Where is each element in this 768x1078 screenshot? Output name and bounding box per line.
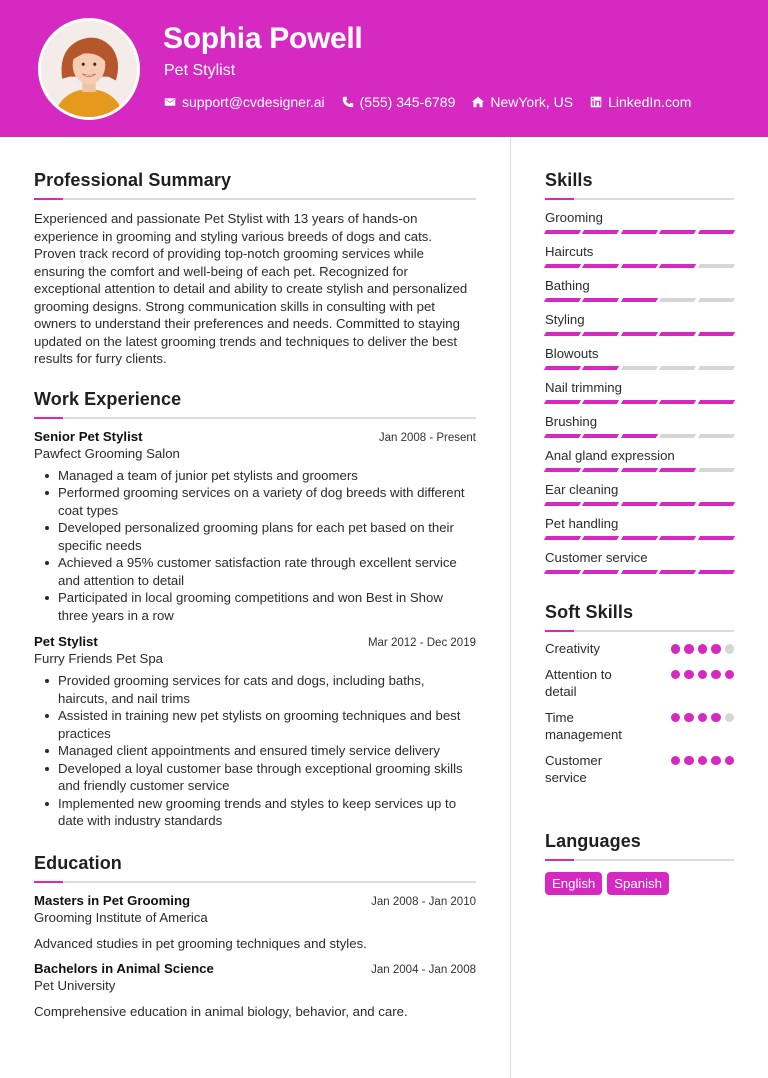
job-entry	[34, 429, 476, 625]
soft-skills-section	[545, 602, 734, 787]
job-org: Furry Friends Pet Spa	[34, 651, 163, 666]
skill-level-segment	[697, 264, 735, 268]
profile-photo	[41, 21, 137, 117]
education-school: Pet University	[34, 977, 116, 993]
skill-item	[545, 278, 734, 302]
skill-item	[545, 380, 734, 404]
soft-skill-rating	[671, 670, 735, 680]
skill-level-segment	[659, 366, 697, 370]
rating-dot	[725, 756, 735, 766]
skill-level-segment	[697, 570, 735, 574]
rating-dot	[671, 713, 681, 723]
job-bullet: Provided grooming services for cats and dogs, including baths, haircuts, and nail trims	[34, 672, 476, 707]
job-bullet: Implemented new grooming trends and styles to keep services up to date with industry standards	[34, 795, 476, 830]
rating-dot	[711, 644, 721, 654]
education-date: Jan 2004 - Jan 2008	[371, 963, 476, 976]
skill-name: Blowouts	[545, 346, 599, 361]
language-tag: Spanish	[607, 872, 669, 895]
section-title-experience: Work Experience	[34, 388, 182, 409]
soft-skill-rating	[671, 756, 735, 766]
section-title-skills: Skills	[545, 170, 593, 190]
rating-dot	[725, 713, 735, 723]
rating-dot	[698, 713, 708, 723]
contact-linkedin-text: LinkedIn.com	[608, 94, 692, 110]
skill-level-bar	[545, 536, 734, 540]
rating-dot	[684, 756, 694, 766]
skill-name: Ear cleaning	[545, 482, 619, 497]
skill-level-segment	[582, 468, 620, 472]
skill-level-segment	[544, 400, 582, 404]
section-title-summary: Professional Summary	[34, 170, 232, 190]
skill-level-bar	[545, 434, 734, 438]
skill-level-segment	[659, 400, 697, 404]
skill-level-segment	[582, 570, 620, 574]
job-bullet: Assisted in training new pet stylists on grooming techniques and best practices	[34, 707, 476, 742]
contact-email-text: support@cvdesigner.ai	[182, 94, 325, 110]
skill-level-segment	[582, 264, 620, 268]
skill-level-segment	[544, 502, 582, 506]
job-bullet: Developed a loyal customer base through exceptional grooming skills and friendly customer service	[34, 760, 476, 795]
skill-level-segment	[697, 400, 735, 404]
skill-level-segment	[621, 502, 659, 506]
contact-phone-text: (555) 345-6789	[359, 94, 456, 110]
summary-text: Experienced and passionate Pet Stylist with 13 years of hands-on experience in grooming and styling various breeds of dogs and cats. Proven track record of providing top-notch grooming services while ensuring the comfort and well-being of each pet. Recognized for exceptional attention to detail and ability to create stylish and personalized grooming designs. Strong communication skills in consulting with pet owners to understand their preferences and needs. Committed to staying updated on the latest grooming trends and techniques to deliver the best results for furry clients.	[34, 211, 468, 366]
skill-level-segment	[582, 230, 620, 234]
soft-skill-item	[545, 666, 734, 701]
avatar	[38, 18, 140, 120]
rating-dot	[711, 713, 721, 723]
skill-level-segment	[659, 502, 697, 506]
skill-level-segment	[582, 366, 620, 370]
education-description: Advanced studies in pet grooming techniques and styles.	[34, 935, 367, 951]
skill-level-segment	[621, 332, 659, 336]
skill-level-bar	[545, 366, 734, 370]
job-date: Jan 2008 - Present	[378, 431, 476, 444]
skill-name: Nail trimming	[545, 380, 622, 395]
contact-linkedin[interactable]	[590, 94, 691, 110]
skill-level-segment	[659, 332, 697, 336]
envelope-icon	[164, 96, 176, 108]
skill-level-bar	[545, 230, 734, 234]
skill-item	[545, 312, 734, 336]
languages-section	[545, 831, 734, 895]
skill-level-segment	[582, 434, 620, 438]
skill-level-segment	[659, 536, 697, 540]
skill-level-segment	[544, 536, 582, 540]
education-section	[34, 853, 476, 1019]
skill-item	[545, 244, 734, 268]
skill-level-segment	[582, 400, 620, 404]
job-bullet: Developed personalized grooming plans for each pet based on their specific needs	[34, 519, 476, 554]
section-rule	[545, 198, 734, 200]
summary-section	[34, 170, 476, 368]
sidebar-column	[545, 170, 734, 895]
skill-item	[545, 482, 734, 506]
language-tag: English	[545, 872, 602, 895]
rating-dot	[671, 670, 681, 680]
skill-level-segment	[697, 468, 735, 472]
rating-dot	[671, 756, 681, 766]
skill-level-segment	[582, 502, 620, 506]
skill-level-bar	[545, 502, 734, 506]
skill-level-segment	[697, 434, 735, 438]
job-bullet: Managed a team of junior pet stylists and groomers	[34, 467, 476, 485]
job-bullet: Achieved a 95% customer satisfaction rate through excellent service and attention to detail	[34, 554, 476, 589]
section-rule	[545, 630, 734, 632]
skill-level-segment	[544, 366, 582, 370]
skill-level-segment	[697, 230, 735, 234]
skill-level-segment	[621, 536, 659, 540]
rating-dot	[684, 644, 694, 654]
skill-level-segment	[544, 332, 582, 336]
skill-level-segment	[697, 366, 735, 370]
education-description: Comprehensive education in animal biology, behavior, and care.	[34, 1003, 408, 1019]
section-title-education: Education	[34, 852, 122, 873]
skill-name: Styling	[545, 312, 585, 327]
skill-level-segment	[621, 298, 659, 302]
education-entry	[34, 961, 476, 1019]
skill-name: Anal gland expression	[545, 448, 675, 463]
contact-location	[472, 94, 573, 110]
linkedin-icon	[590, 96, 602, 108]
skill-level-segment	[621, 400, 659, 404]
rating-dot	[698, 756, 708, 766]
skill-level-segment	[544, 434, 582, 438]
skill-level-segment	[659, 264, 697, 268]
skill-level-segment	[544, 264, 582, 268]
skill-level-segment	[544, 468, 582, 472]
soft-skill-name: Attention to detail	[545, 666, 612, 699]
skill-item	[545, 414, 734, 438]
soft-skill-name: Customer service	[545, 752, 603, 785]
soft-skill-rating	[671, 644, 735, 654]
skill-level-bar	[545, 298, 734, 302]
contact-location-text: NewYork, US	[490, 94, 574, 110]
resume-header	[0, 0, 768, 137]
skill-level-segment	[621, 366, 659, 370]
section-rule	[545, 859, 734, 861]
skill-level-segment	[544, 570, 582, 574]
candidate-name: Sophia Powell	[163, 22, 363, 55]
job-bullets	[34, 672, 476, 830]
job-header	[34, 634, 476, 649]
education-entry	[34, 893, 476, 951]
section-rule	[34, 881, 476, 883]
job-bullet: Managed client appointments and ensured timely service delivery	[34, 742, 476, 760]
job-bullet: Performed grooming services on a variety of dog breeds with different coat types	[34, 484, 476, 519]
job-bullet: Participated in local grooming competitions and won Best in Show three years in a row	[34, 589, 476, 624]
skill-level-segment	[621, 264, 659, 268]
job-role: Senior Pet Stylist	[34, 428, 143, 444]
rating-dot	[698, 644, 708, 654]
skill-level-bar	[545, 468, 734, 472]
rating-dot	[684, 670, 694, 680]
skill-level-bar	[545, 400, 734, 404]
job-header	[34, 429, 476, 444]
skill-level-segment	[582, 332, 620, 336]
skill-level-segment	[697, 502, 735, 506]
skill-level-segment	[582, 298, 620, 302]
skill-level-segment	[659, 298, 697, 302]
skill-name: Customer service	[545, 550, 648, 565]
soft-skills-list	[545, 640, 734, 787]
skill-level-bar	[545, 264, 734, 268]
skill-name: Brushing	[545, 414, 598, 429]
section-rule	[34, 198, 476, 200]
skills-list	[545, 210, 734, 574]
skill-level-segment	[697, 332, 735, 336]
skill-level-segment	[659, 230, 697, 234]
soft-skill-name: Creativity	[545, 641, 600, 656]
job-entry	[34, 634, 476, 830]
section-title-soft-skills: Soft Skills	[545, 602, 634, 622]
skill-level-segment	[697, 536, 735, 540]
soft-skill-rating	[671, 713, 735, 723]
language-tags	[545, 872, 734, 895]
contact-email[interactable]	[164, 94, 325, 110]
contact-phone[interactable]	[342, 94, 456, 110]
soft-skill-item	[545, 640, 734, 658]
soft-skill-item	[545, 709, 734, 744]
skill-name: Pet handling	[545, 516, 619, 531]
job-date: Mar 2012 - Dec 2019	[367, 637, 476, 649]
education-school: Grooming Institute of America	[34, 909, 208, 925]
skill-item	[545, 346, 734, 370]
skill-level-segment	[582, 536, 620, 540]
rating-dot	[684, 713, 694, 723]
education-date: Jan 2008 - Jan 2010	[371, 895, 476, 908]
job-role: Pet Stylist	[34, 634, 98, 649]
skill-level-segment	[621, 570, 659, 574]
skill-level-bar	[545, 332, 734, 336]
job-org: Pawfect Grooming Salon	[34, 445, 180, 461]
rating-dot	[711, 670, 721, 680]
contact-bar	[164, 94, 691, 110]
job-bullets	[34, 467, 476, 625]
section-rule	[34, 417, 476, 419]
skill-level-segment	[621, 468, 659, 472]
skill-level-segment	[659, 570, 697, 574]
skill-level-segment	[659, 468, 697, 472]
rating-dot	[725, 670, 735, 680]
skill-name: Grooming	[545, 210, 603, 225]
skill-item	[545, 448, 734, 472]
rating-dot	[711, 756, 721, 766]
skill-level-segment	[544, 230, 582, 234]
education-degree: Masters in Pet Grooming	[34, 892, 191, 908]
skill-item	[545, 210, 734, 234]
education-header	[34, 893, 476, 908]
rating-dot	[725, 644, 735, 654]
skill-item	[545, 550, 734, 574]
education-header	[34, 961, 476, 976]
skill-level-segment	[697, 298, 735, 302]
skill-level-segment	[621, 434, 659, 438]
skill-name: Haircuts	[545, 244, 594, 259]
main-column	[34, 170, 476, 1019]
skill-level-bar	[545, 570, 734, 574]
skills-section	[545, 170, 734, 574]
skill-level-segment	[621, 230, 659, 234]
column-divider	[510, 137, 511, 1078]
rating-dot	[698, 670, 708, 680]
experience-section	[34, 389, 476, 830]
skill-level-segment	[659, 434, 697, 438]
skill-name: Bathing	[545, 278, 590, 293]
rating-dot	[671, 644, 681, 654]
soft-skill-item	[545, 752, 734, 787]
education-degree: Bachelors in Animal Science	[34, 960, 214, 976]
phone-icon	[342, 96, 354, 108]
skill-item	[545, 516, 734, 540]
job-title: Pet Stylist	[164, 62, 236, 79]
soft-skill-name: Time management	[545, 709, 622, 742]
skill-level-segment	[544, 298, 582, 302]
section-title-languages: Languages	[545, 830, 641, 851]
home-icon	[472, 96, 484, 108]
